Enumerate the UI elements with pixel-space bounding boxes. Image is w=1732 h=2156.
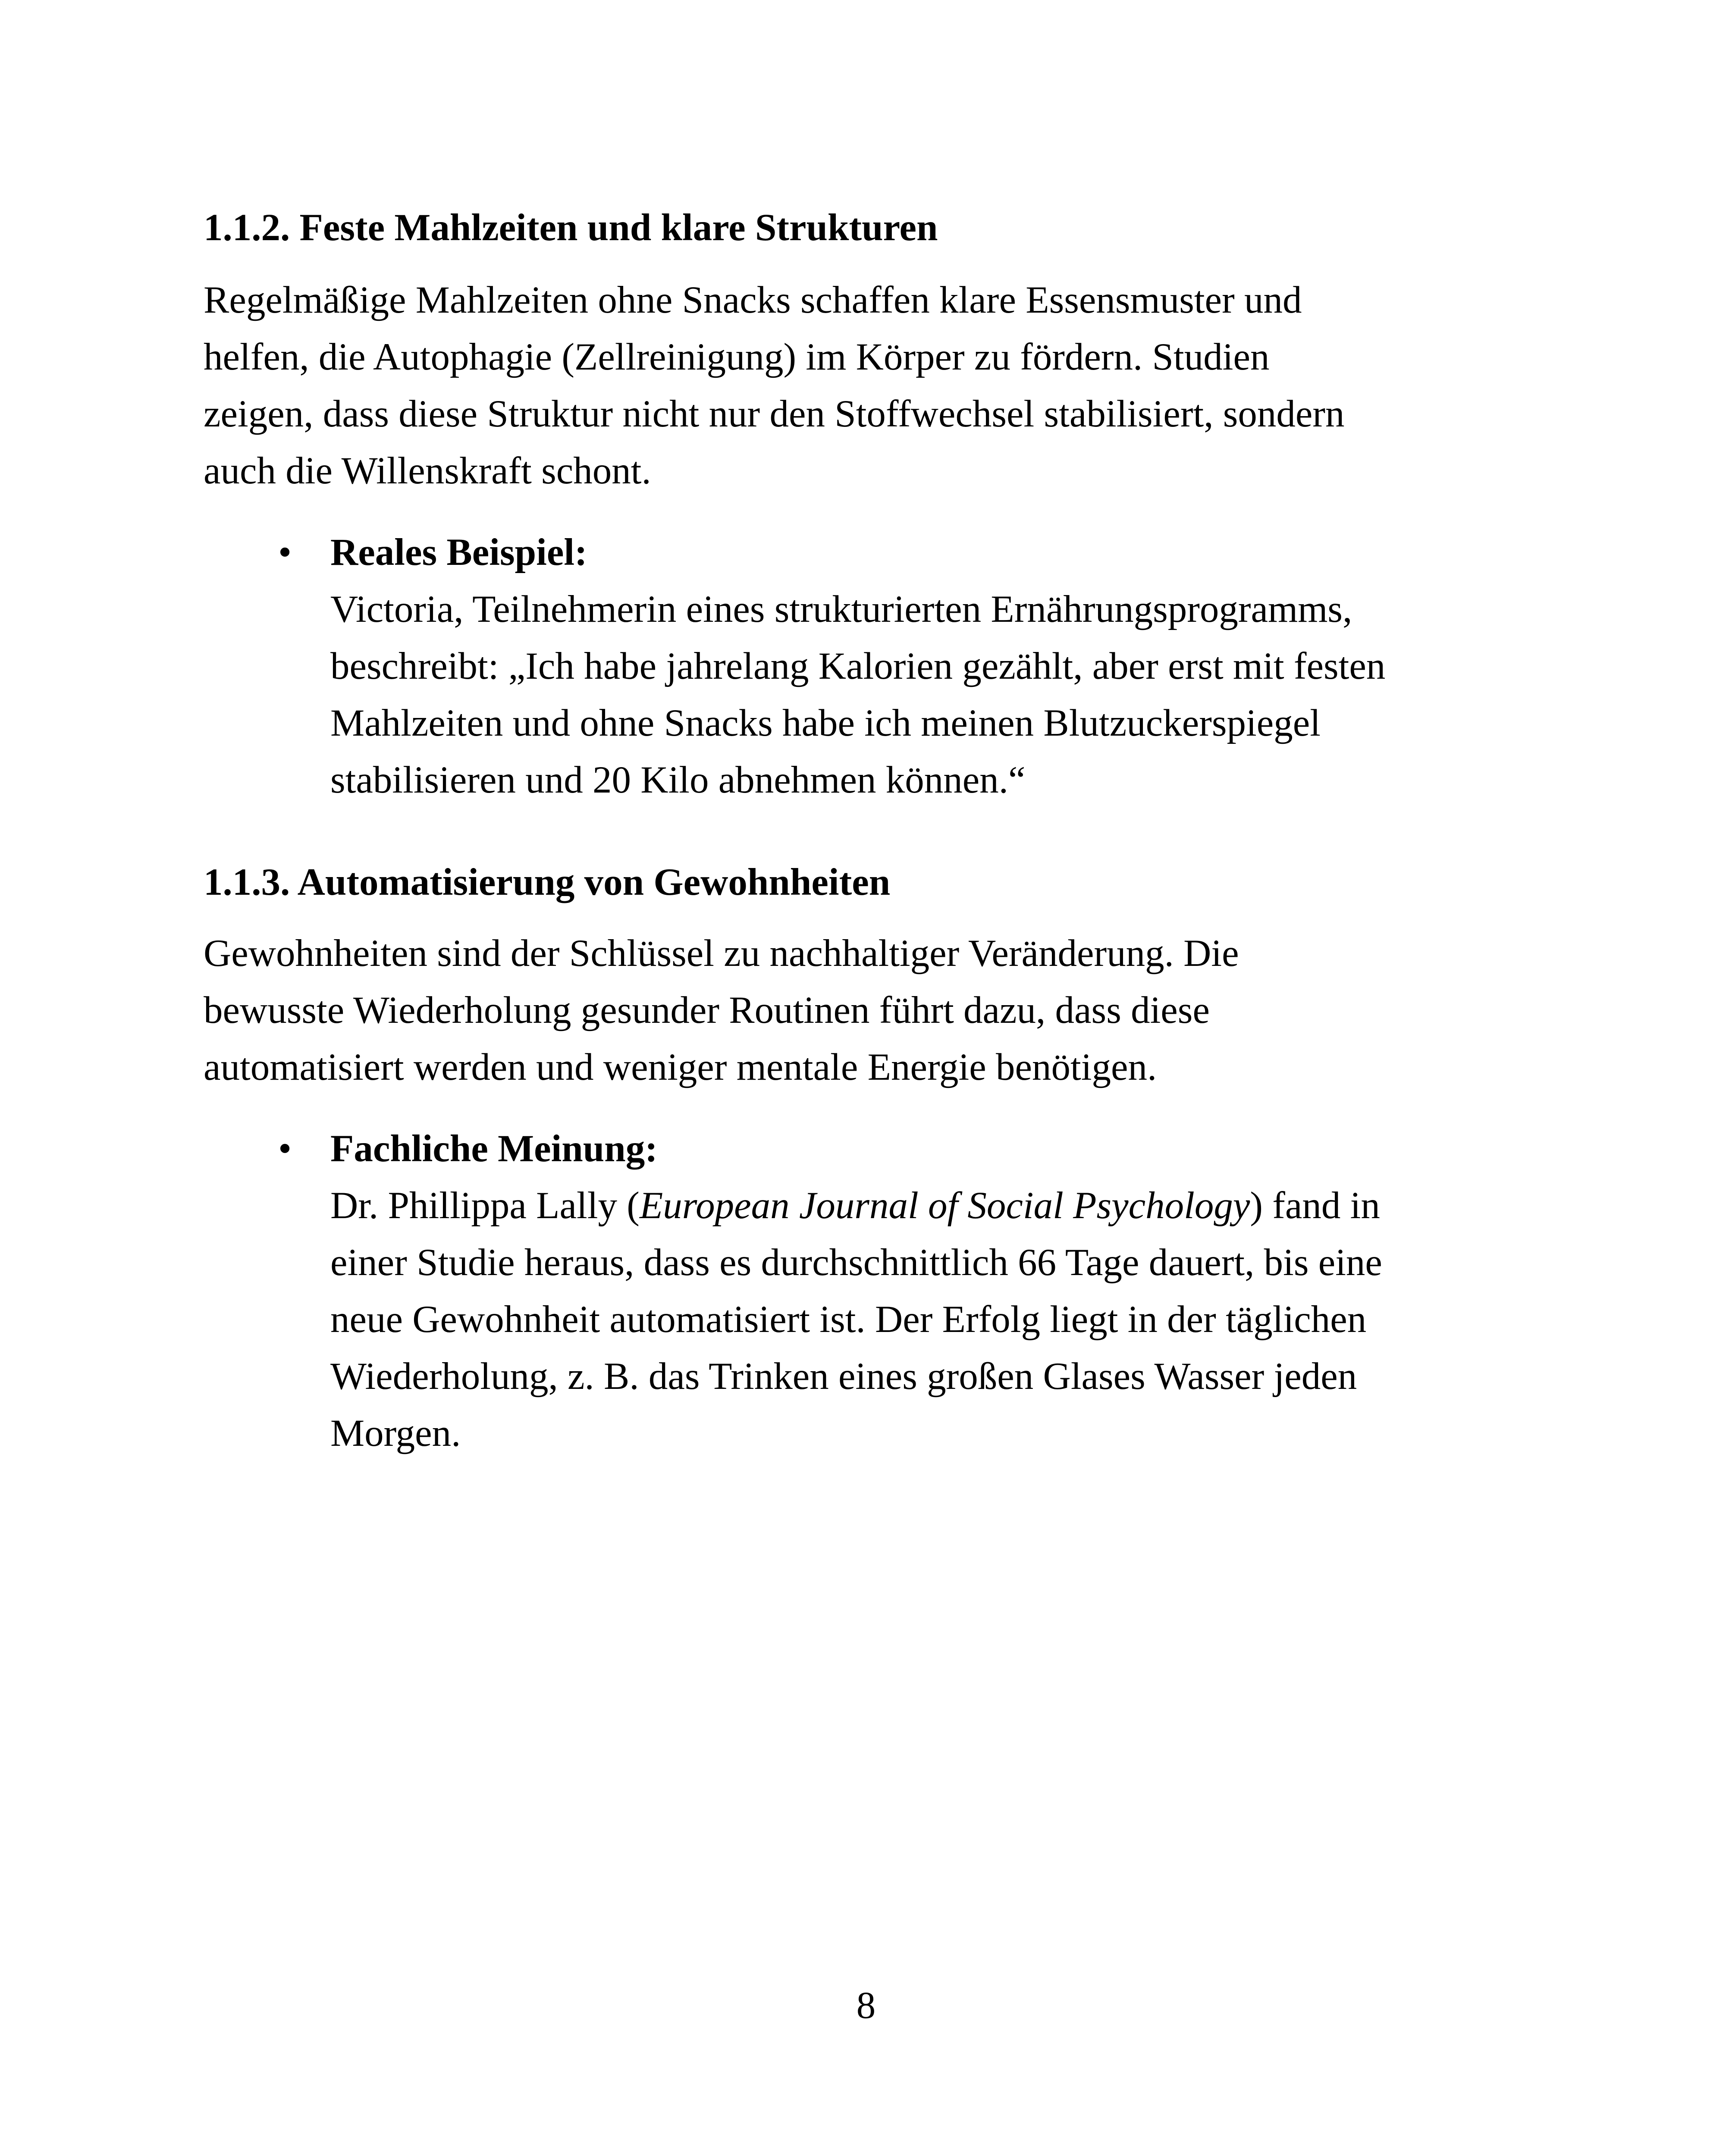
text-line: einer Studie heraus, dass es durchschnittlich 66 Tage dauert, bis eine	[330, 1241, 1382, 1284]
heading: 1.1.2. Feste Mahlzeiten und klare Strukturen	[204, 207, 938, 249]
bullet-marker: •	[278, 531, 292, 573]
text-line: Gewohnheiten sind der Schlüssel zu nachhaltiger Veränderung. Die	[204, 932, 1239, 975]
text-line: neue Gewohnheit automatisiert ist. Der Erfolg liegt in der täglichen	[330, 1298, 1367, 1341]
text-line: auch die Willenskraft schont.	[204, 450, 651, 492]
section-heading-1-1-2	[204, 199, 1541, 256]
journal-title: European Journal of Social Psychology	[639, 1185, 1250, 1227]
text-line: stabilisieren und 20 Kilo abnehmen können.“	[330, 759, 1026, 801]
text-line: Morgen.	[330, 1412, 461, 1454]
text-line: zeigen, dass diese Struktur nicht nur den Stoffwechsel stabilisiert, sondern	[204, 393, 1345, 435]
text-line	[330, 1177, 1581, 1234]
text-line: Wiederholung, z. B. das Trinken eines großen Glases Wasser jeden	[330, 1355, 1357, 1398]
page-number: 8	[856, 1984, 876, 2027]
bullet-expert-opinion	[330, 1120, 1581, 1462]
text-line: automatisiert werden und weniger mentale Energie benötigen.	[204, 1046, 1157, 1088]
text-line: Victoria, Teilnehmerin eines strukturierten Ernährungsprogramms,	[330, 588, 1352, 630]
bullet-label: Reales Beispiel:	[330, 531, 587, 573]
section1-paragraph	[204, 272, 1541, 499]
text: ) fand in	[1250, 1185, 1380, 1227]
heading: 1.1.3. Automatisierung von Gewohnheiten	[204, 861, 891, 903]
text-line: beschreibt: „Ich habe jahrelang Kalorien gezählt, aber erst mit festen	[330, 645, 1386, 687]
text-line: bewusste Wiederholung gesunder Routinen führt dazu, dass diese	[204, 989, 1210, 1031]
text-line: helfen, die Autophagie (Zellreinigung) im Körper zu fördern. Studien	[204, 336, 1270, 378]
section2-paragraph	[204, 925, 1541, 1096]
section-heading-1-1-3	[204, 854, 1541, 911]
text-line: Regelmäßige Mahlzeiten ohne Snacks schaffen klare Essensmuster und	[204, 279, 1302, 321]
bullet-real-example	[330, 524, 1581, 808]
bullet-label: Fachliche Meinung:	[330, 1128, 658, 1170]
bullet-marker: •	[278, 1128, 292, 1170]
text: Dr. Phillippa Lally (	[330, 1185, 640, 1227]
text-line: Mahlzeiten und ohne Snacks habe ich meinen Blutzuckerspiegel	[330, 702, 1321, 744]
